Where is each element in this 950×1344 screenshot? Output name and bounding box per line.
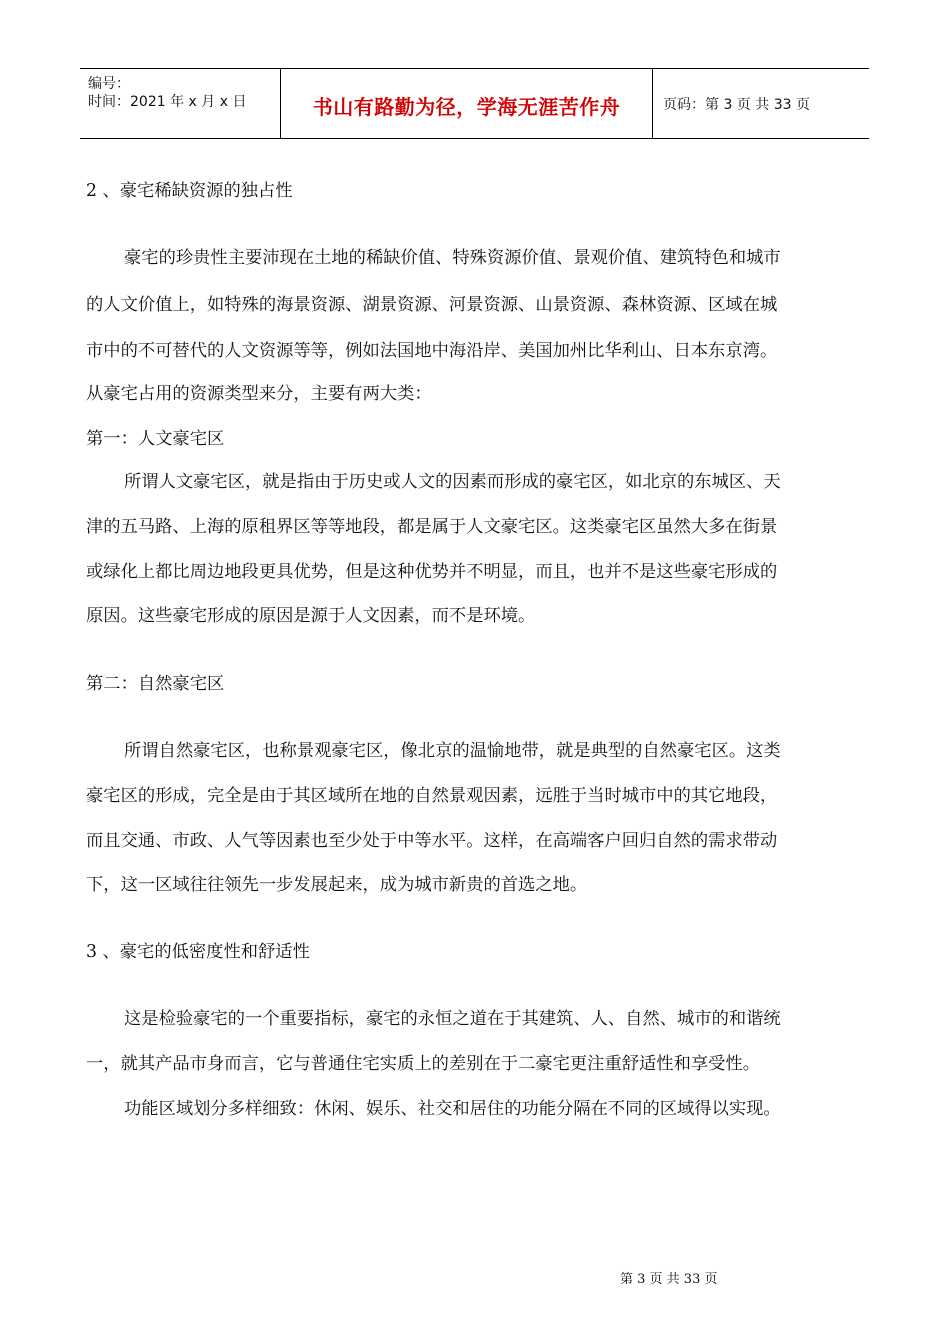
header-meta-cell	[80, 69, 281, 138]
section-heading-2: 2 、豪宅稀缺资源的独占性	[86, 181, 293, 201]
paragraph-line: 原因。这些豪宅形成的原因是源于人文因素，而不是环境。	[86, 606, 536, 626]
paragraph-line: 豪宅的珍贵性主要沛现在土地的稀缺价值、特殊资源价值、景观价值、建筑特色和城市	[124, 248, 781, 268]
header-motto-cell	[281, 69, 653, 138]
paragraph-line: 从豪宅占用的资源类型来分，主要有两大类：	[86, 384, 432, 404]
page-footer: 第 3 页 共 33 页	[620, 1272, 718, 1287]
paragraph-line: 津的五马路、上海的原租界区等等地段，都是属于人文豪宅区。这类豪宅区虽然大多在街景	[86, 517, 778, 537]
subsection-title-1: 第一：人文豪宅区	[86, 429, 225, 449]
header-motto: 书山有路勤为径，学海无涯苦作舟	[312, 95, 621, 119]
header-page-info: 页码：第 3 页 共 33 页	[663, 97, 810, 113]
paragraph-line: 所谓自然豪宅区，也称景观豪宅区，像北京的温愉地带，就是典型的自然豪宅区。这类	[124, 741, 781, 761]
document-header	[80, 68, 869, 139]
document-date: 时间：2021 年 x 月 x 日	[88, 94, 247, 110]
document-number-label: 编号：	[88, 76, 130, 92]
paragraph-line: 市中的不可替代的人文资源等等，例如法国地中海沿岸、美国加州比华利山、日本东京湾。	[86, 341, 778, 361]
paragraph-line: 豪宅区的形成，完全是由于其区域所在地的自然景观因素，远胜于当时城市中的其它地段，	[86, 786, 778, 806]
section-heading-3: 3 、豪宅的低密度性和舒适性	[86, 942, 310, 962]
subsection-title-2: 第二：自然豪宅区	[86, 674, 225, 694]
paragraph-line: 所谓人文豪宅区，就是指由于历史或人文的因素而形成的豪宅区，如北京的东城区、天	[124, 472, 781, 492]
paragraph-line: 一，就其产品市身而言，它与普通住宅实质上的差别在于二豪宅更注重舒适性和享受性。	[86, 1054, 760, 1074]
paragraph-line: 这是检验豪宅的一个重要指标，豪宅的永恒之道在于其建筑、人、自然、城市的和谐统	[124, 1009, 781, 1029]
paragraph-line: 的人文价值上，如特殊的海景资源、湖景资源、河景资源、山景资源、森林资源、区域在城	[86, 295, 778, 315]
paragraph-line: 下，这一区域往往领先一步发展起来，成为城市新贵的首选之地。	[86, 875, 588, 895]
paragraph-line: 或绿化上都比周边地段更具优势，但是这种优势并不明显，而且，也并不是这些豪宅形成的	[86, 562, 778, 582]
header-page-cell	[653, 69, 869, 138]
paragraph-line: 功能区域划分多样细致：休闲、娱乐、社交和居住的功能分隔在不同的区域得以实现。	[124, 1099, 781, 1119]
paragraph-line: 而且交通、市政、人气等因素也至少处于中等水平。这样，在高端客户回归自然的需求带动	[86, 831, 778, 851]
